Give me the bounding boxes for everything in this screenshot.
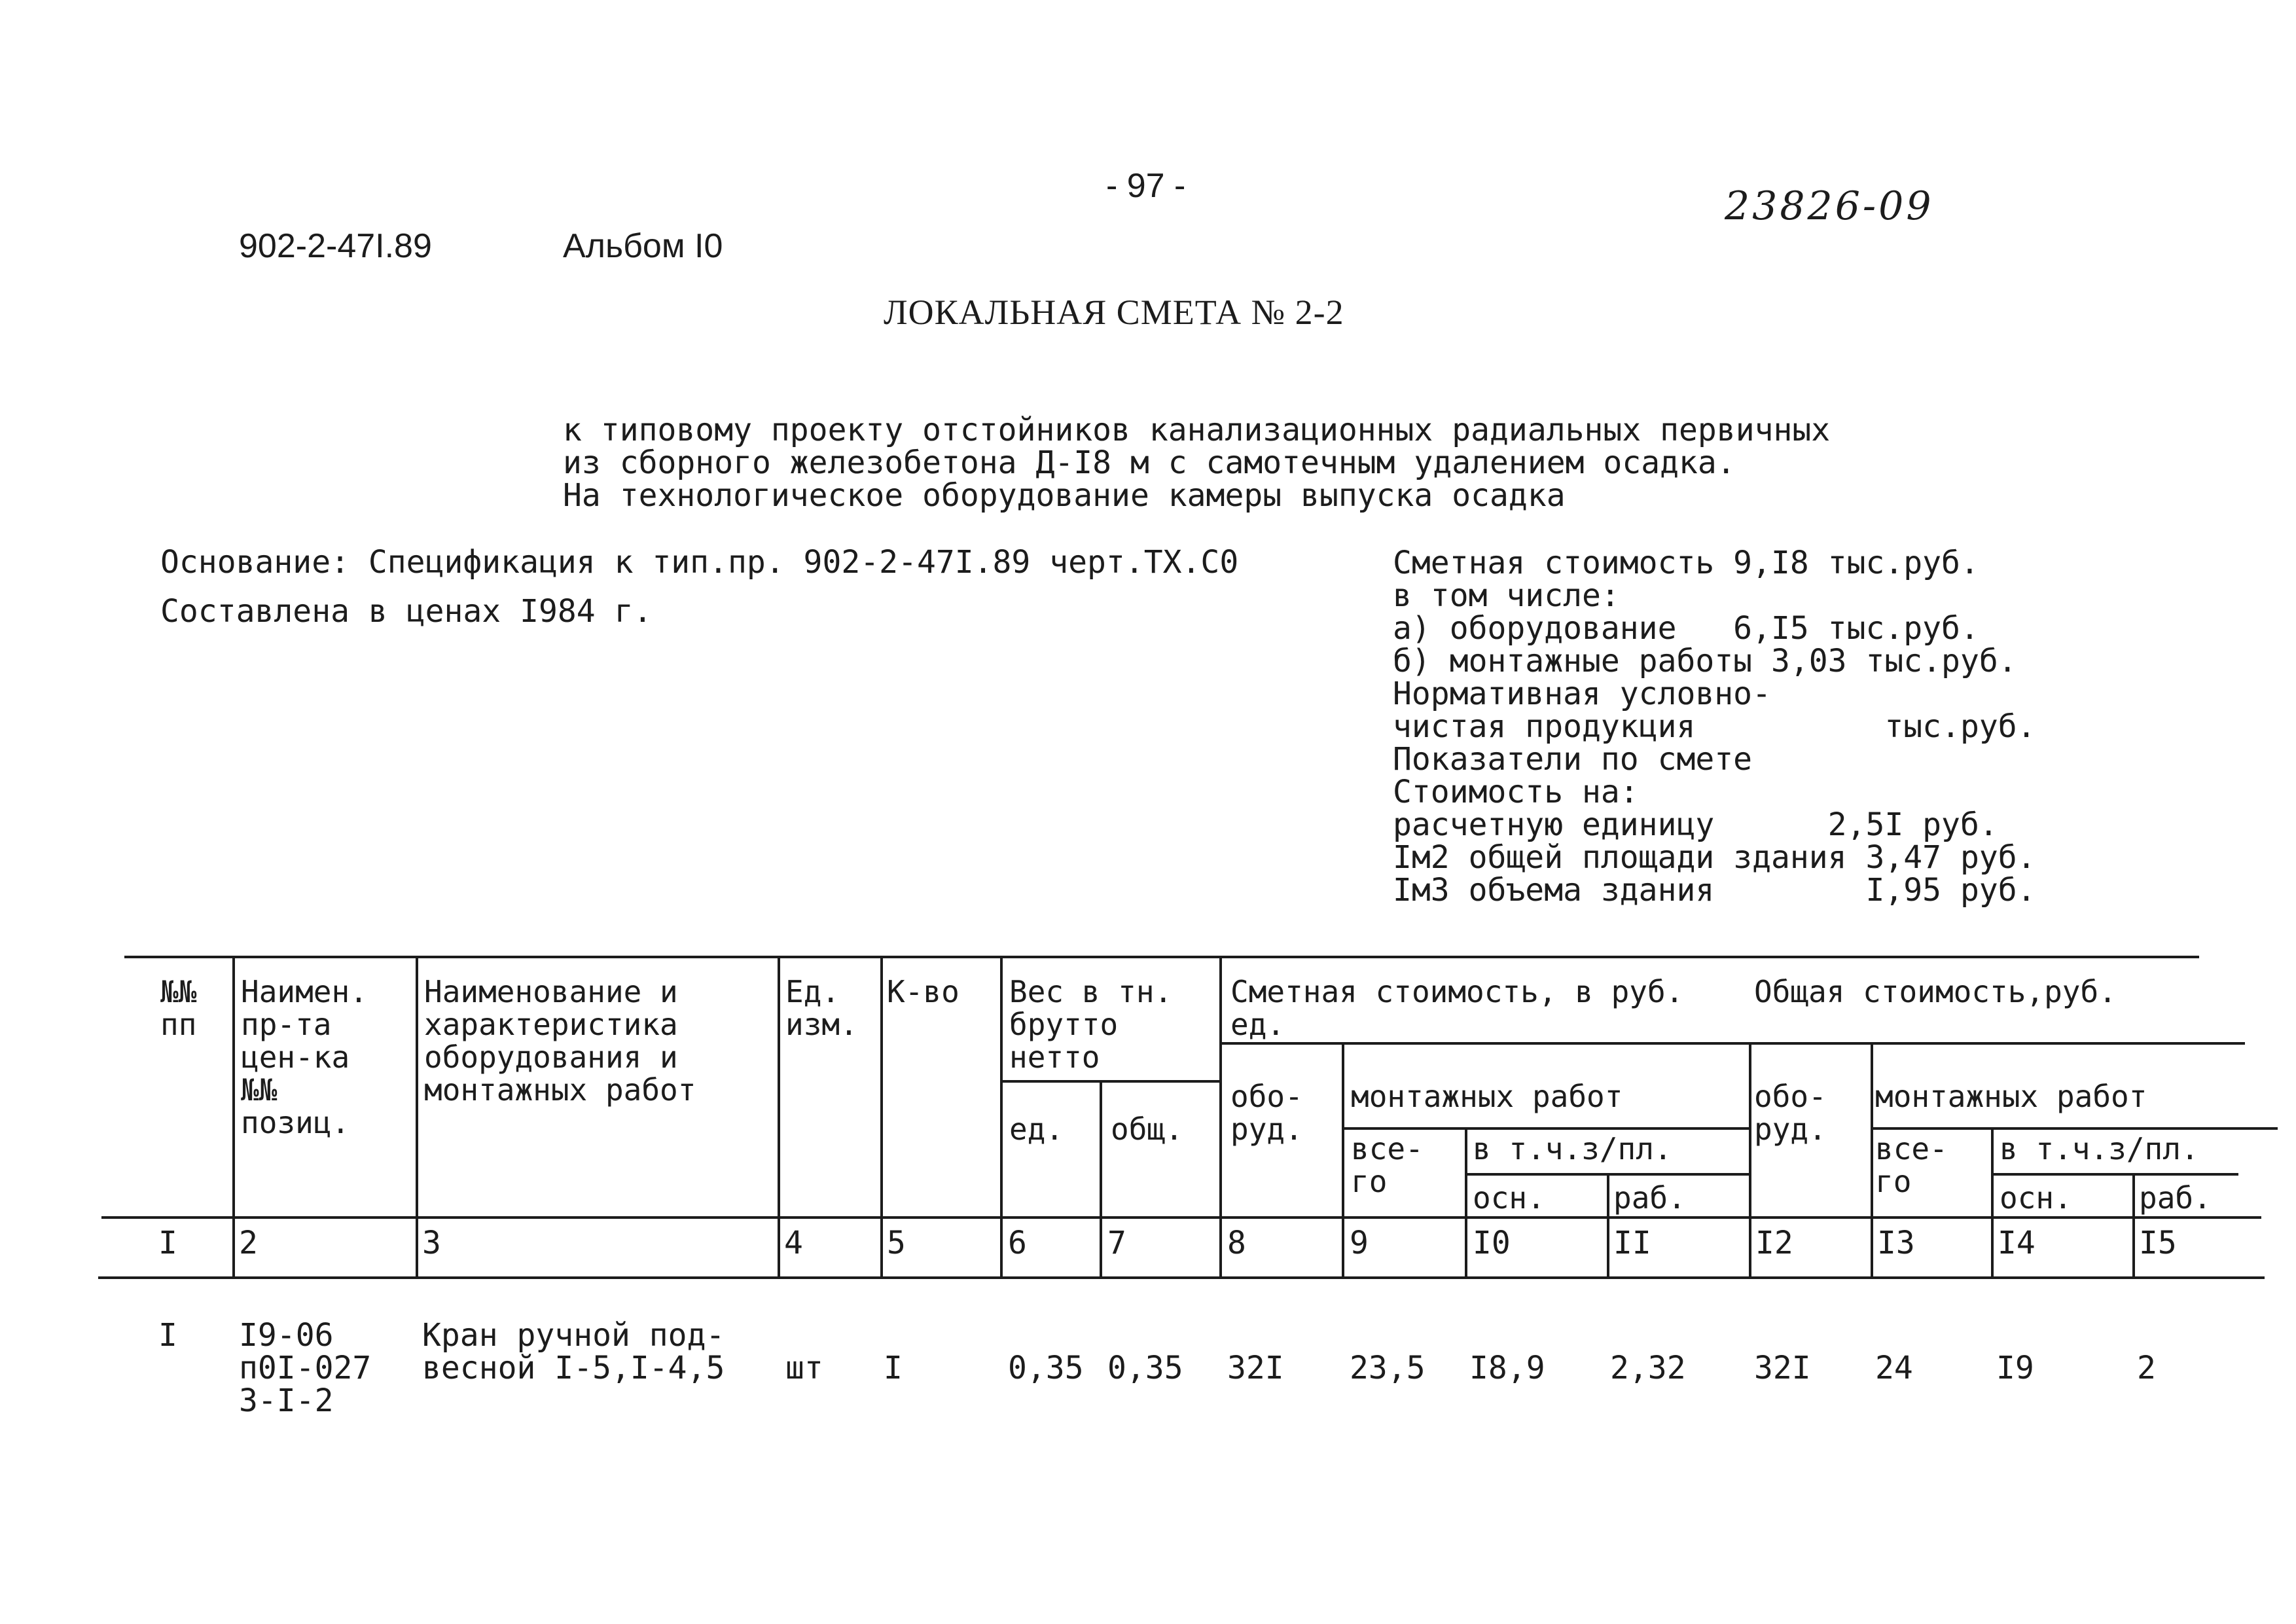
handwritten-number: 23826-09: [1725, 183, 1934, 229]
summary-line: Iм3 объема здания I,95 руб.: [1393, 872, 2036, 909]
row-unit-mount-rab: 2,32: [1610, 1350, 1686, 1386]
header-cell: изм.: [785, 1007, 858, 1042]
header-cell: Ед.: [785, 974, 840, 1009]
page-title: ЛОКАЛЬНАЯ СМЕТА № 2-2: [884, 293, 1344, 332]
header-cell: цен-ка: [241, 1039, 350, 1075]
table-divider: [1000, 956, 1003, 1276]
table-divider: [1749, 1042, 1751, 1276]
table-divider: [1100, 1080, 1102, 1276]
summary-line: б) монтажные работы 3,03 тыс.руб.: [1393, 643, 2017, 679]
summary-line: в том числе:: [1393, 577, 1620, 614]
summary-line: а) оборудование 6,I5 тыс.руб.: [1393, 610, 1979, 647]
row-weight-unit: 0,35: [1008, 1350, 1084, 1386]
table-divider: [1871, 1042, 1873, 1276]
row-code: п0I-027: [239, 1350, 372, 1386]
header-cell: осн.: [2000, 1180, 2072, 1216]
header-cell: нетто: [1009, 1039, 1100, 1075]
table-divider: [1991, 1127, 1994, 1276]
prices-year-text: Составлена в ценах I984 г.: [160, 593, 653, 630]
header-cell: раб.: [2139, 1180, 2212, 1216]
column-number: 9: [1350, 1225, 1369, 1261]
row-unit-mount-total: 23,5: [1350, 1350, 1426, 1386]
header-cell: общ.: [1111, 1111, 1183, 1147]
header-cell: брутто: [1009, 1007, 1119, 1042]
column-number: 7: [1107, 1225, 1126, 1261]
header-cell: в т.ч.з/пл.: [1473, 1131, 1672, 1166]
column-number: 8: [1227, 1225, 1246, 1261]
table-divider: [1465, 1127, 1467, 1276]
table-divider: [1993, 1173, 2238, 1176]
summary-line: чистая продукция тыс.руб.: [1393, 708, 2036, 745]
header-cell: осн.: [1473, 1180, 1545, 1216]
summary-line: расчетную единицу 2,5I руб.: [1393, 806, 1998, 843]
column-number: I2: [1755, 1225, 1793, 1261]
table-divider: [1342, 1127, 1751, 1130]
basis-text: Основание: Спецификация к тип.пр. 902-2-47I.89 черт.ТХ.С0: [160, 544, 1239, 581]
header-cell: Сметная стоимость, в руб.: [1230, 974, 1684, 1009]
header-cell: пр-та: [241, 1007, 332, 1042]
header-cell: Наимен.: [241, 974, 368, 1009]
table-divider: [1221, 1042, 2245, 1045]
header-cell: раб.: [1613, 1180, 1686, 1216]
table-number-border: [98, 1276, 2265, 1279]
table-divider: [1219, 956, 1222, 1276]
header-cell: все-: [1351, 1131, 1424, 1166]
column-number: I: [158, 1225, 177, 1261]
header-cell: №№: [160, 974, 197, 1009]
row-unit-equip-cost: 32I: [1227, 1350, 1284, 1386]
page-number: - 97 -: [1106, 167, 1186, 205]
row-total-mount-osn: I9: [1996, 1350, 2034, 1386]
column-number: I4: [1998, 1225, 2036, 1261]
table-divider: [880, 956, 883, 1276]
header-cell: руд.: [1230, 1111, 1303, 1147]
row-weight-total: 0,35: [1107, 1350, 1183, 1386]
summary-line: Стоимость на:: [1393, 774, 1639, 810]
header-cell: ед.: [1009, 1111, 1064, 1147]
column-number: I3: [1877, 1225, 1915, 1261]
header-cell: монтажных работ: [1875, 1079, 2147, 1114]
row-total-equip-cost: 32I: [1754, 1350, 1811, 1386]
header-cell: руд.: [1754, 1111, 1827, 1147]
row-code: 3-I-2: [239, 1382, 334, 1419]
subtitle-line: На технологическое оборудование камеры выпуска осадка: [563, 477, 1566, 514]
row-code: I9-06: [239, 1317, 334, 1354]
header-cell: пп: [160, 1007, 197, 1042]
header-cell: обо-: [1230, 1079, 1303, 1114]
header-cell: ед.: [1230, 1007, 1285, 1042]
summary-line: Нормативная условно-: [1393, 676, 1771, 712]
table-divider: [1872, 1127, 2278, 1130]
column-number: 3: [422, 1225, 441, 1261]
summary-line: Iм2 общей площади здания 3,47 руб.: [1393, 839, 2036, 876]
header-cell: Наименование и: [424, 974, 678, 1009]
column-number: II: [1613, 1225, 1651, 1261]
row-name: Кран ручной под-: [422, 1317, 725, 1354]
album-label: Альбом I0: [563, 227, 723, 265]
table-divider: [1001, 1080, 1221, 1083]
column-number: 5: [887, 1225, 906, 1261]
subtitle-line: к типовому проекту отстойников канализационных радиальных первичных: [563, 412, 1831, 448]
header-cell: го: [1351, 1164, 1388, 1199]
table-divider: [2132, 1173, 2135, 1276]
column-number: 2: [239, 1225, 258, 1261]
column-number: I5: [2139, 1225, 2177, 1261]
row-total-mount-rab: 2: [2137, 1350, 2156, 1386]
table-divider: [232, 956, 235, 1276]
row-quantity: I: [884, 1350, 903, 1386]
header-cell: монтажных работ: [1351, 1079, 1623, 1114]
table-divider: [1607, 1173, 1609, 1276]
row-name: весной I-5,I-4,5: [422, 1350, 725, 1386]
header-cell: №№: [241, 1072, 278, 1108]
row-unit-mount-osn: I8,9: [1469, 1350, 1545, 1386]
header-cell: монтажных работ: [424, 1072, 696, 1108]
header-cell: характеристика: [424, 1007, 678, 1042]
header-cell: Вес в тн.: [1009, 974, 1173, 1009]
column-number: 6: [1008, 1225, 1027, 1261]
subtitle-line: из сборного железобетона Д-I8 м с самотечным удалением осадка.: [563, 444, 1736, 481]
column-number: I0: [1473, 1225, 1511, 1261]
header-cell: Общая стоимость,руб.: [1754, 974, 2117, 1009]
header-cell: обо-: [1754, 1079, 1827, 1114]
header-cell: оборудования и: [424, 1039, 678, 1075]
column-number: 4: [784, 1225, 803, 1261]
table-header-border: [101, 1216, 2261, 1219]
table-divider: [1342, 1042, 1344, 1276]
header-cell: К-во: [887, 974, 960, 1009]
row-total-mount: 24: [1875, 1350, 1913, 1386]
header-cell: все-: [1875, 1131, 1948, 1166]
row-number: I: [158, 1317, 177, 1354]
header-cell: позиц.: [241, 1105, 350, 1140]
header-cell: го: [1875, 1164, 1912, 1199]
row-unit: шт: [785, 1350, 823, 1386]
table-divider: [416, 956, 418, 1276]
table-top-border: [124, 956, 2199, 958]
document-code: 902-2-47I.89: [239, 227, 432, 265]
table-divider: [778, 956, 780, 1276]
summary-line: Показатели по смете: [1393, 741, 1753, 778]
header-cell: в т.ч.з/пл.: [2000, 1131, 2199, 1166]
summary-line: Сметная стоимость 9,I8 тыс.руб.: [1393, 545, 1979, 581]
